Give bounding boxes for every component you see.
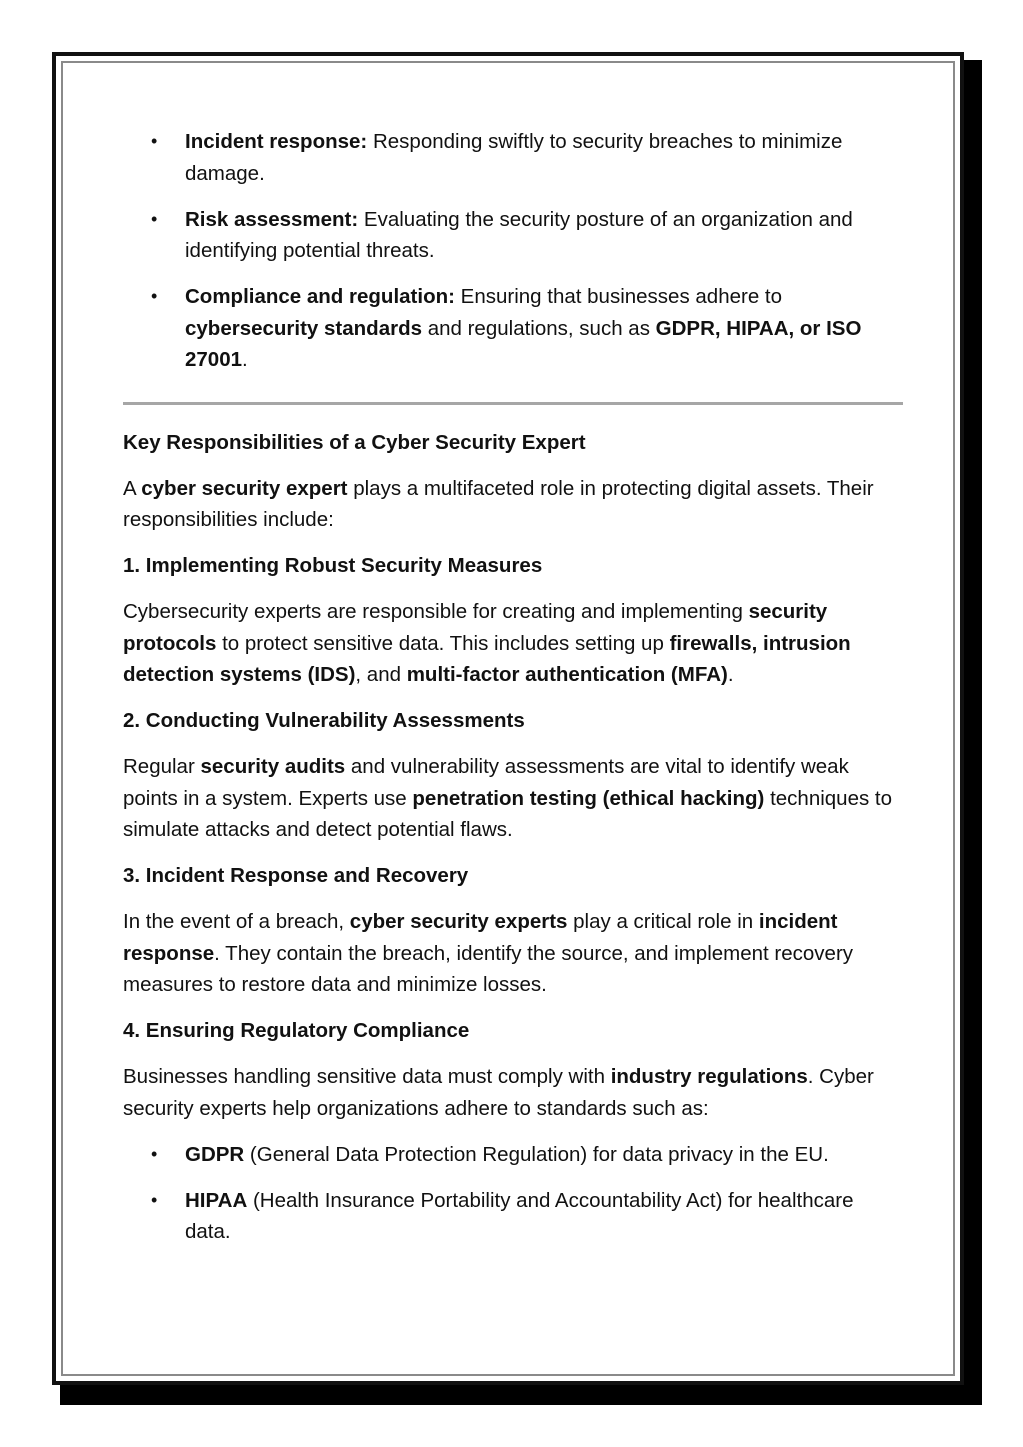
list-item: [123, 281, 903, 376]
bullet-term: GDPR: [185, 1142, 245, 1166]
bullet-term: Incident response:: [185, 130, 368, 153]
bullet-icon: •: [151, 1189, 158, 1210]
bullet-text: Evaluating the security posture of an organization and identifying potential threats.: [185, 207, 853, 262]
list-item: [123, 126, 903, 189]
bullet-term: Risk assessment:: [185, 207, 359, 231]
top-bullet-list: [123, 126, 903, 376]
horizontal-divider: [123, 402, 903, 405]
list-item: [123, 1139, 903, 1171]
bullet-text: Responding swiftly to security breaches to minimize damage.: [185, 130, 843, 185]
list-item: [123, 204, 903, 267]
bottom-bullet-list: [123, 1139, 903, 1248]
paragraph-2: Regular security audits and vulnerability assessments are vital to identify weak points in a system. Experts use penetration testing (ethical hacking) techniques to simulate attacks and detect potential flaws.: [123, 755, 893, 841]
bullet-icon: •: [151, 131, 158, 151]
bullet-text: (General Data Protection Regulation) for data privacy in the EU.: [244, 1142, 829, 1166]
bullet-icon: •: [151, 286, 158, 306]
paragraph-1: Cybersecurity experts are responsible for creating and implementing security protocols to protect sensitive data. This includes setting up firewalls, intrusion detection systems (IDS), and multi-factor authentication (MFA).: [123, 600, 851, 686]
bullet-term: HIPAA: [185, 1188, 248, 1212]
bullet-text: Ensuring that businesses adhere to: [454, 285, 783, 308]
bullet-emphasis: cybersecurity standards: [185, 316, 423, 340]
document-page: [52, 52, 964, 1385]
bullet-text: (Health Insurance Portability and Accountability Act) for healthcare data.: [185, 1188, 854, 1243]
intro-paragraph: A cyber security expert plays a multifaceted role in protecting digital assets. Their responsibilities include:: [123, 476, 874, 531]
page-content: [123, 126, 903, 1262]
subheading-1: 1. Implementing Robust Security Measures: [123, 554, 543, 577]
list-item: [123, 1185, 903, 1248]
bullet-icon: •: [151, 208, 158, 229]
bullet-term: Compliance and regulation:: [185, 285, 455, 308]
paragraph-3: In the event of a breach, cyber security experts play a critical role in incident response. They contain the breach, identify the source, and implement recovery measures to restore data and minimize losses.: [123, 910, 854, 996]
subheading-2: 2. Conducting Vulnerability Assessments: [123, 709, 525, 732]
bullet-text: .: [242, 348, 248, 371]
bullet-text: and regulations, such as: [422, 316, 656, 340]
bullet-emphasis: GDPR, HIPAA, or ISO 27001: [185, 316, 862, 371]
paragraph-4: Businesses handling sensitive data must comply with industry regulations. Cyber security experts help organizations adhere to standards such as:: [123, 1065, 874, 1120]
bullet-icon: •: [151, 1143, 158, 1164]
subheading-3: 3. Incident Response and Recovery: [123, 864, 469, 887]
section-heading: Key Responsibilities of a Cyber Security Expert: [123, 430, 586, 454]
subheading-4: 4. Ensuring Regulatory Compliance: [123, 1019, 470, 1042]
